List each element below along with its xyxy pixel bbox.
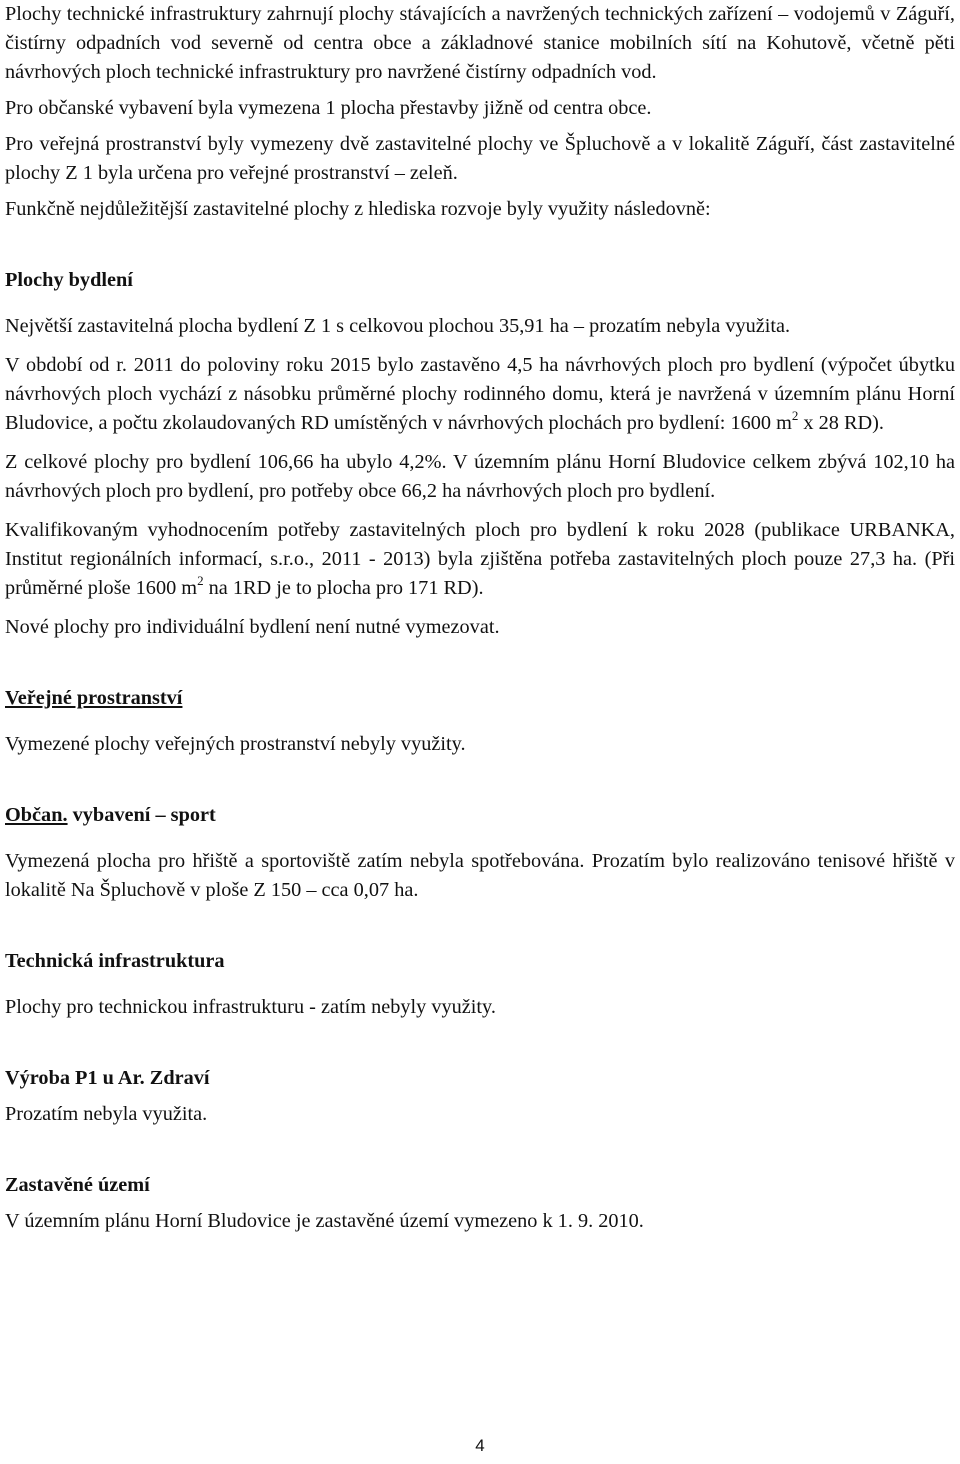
heading-zastavene-uzemi: Zastavěné území — [5, 1174, 150, 1196]
paragraph-text: x 28 RD). — [798, 412, 884, 434]
heading-text: Veřejné prostranství — [5, 687, 183, 709]
heading-technicka-infrastruktura: Technická infrastruktura — [5, 950, 225, 972]
heading-vyroba-p1: Výroba P1 u Ar. Zdraví — [5, 1067, 210, 1089]
paragraph-built-up-area-date: V územním plánu Horní Bludovice je zastavěné území vymezeno k 1. 9. 2010. — [5, 1210, 644, 1232]
paragraph-sport-areas: Vymezená plocha pro hřiště a sportoviště zatím nebyla spotřebována. Prozatím bylo realizováno tenisové hřiště v lokalitě Na Špluchově v ploše Z 150 – cca 0,07 ha. — [5, 850, 955, 901]
heading-obcan-vybaveni-sport — [5, 801, 955, 830]
paragraph-public-spaces-unused: Vymezené plochy veřejných prostranství nebyly využity. — [5, 733, 466, 755]
paragraph-text: na 1RD je to plocha pro 171 RD). — [203, 577, 484, 599]
heading-text: Občan. — [5, 804, 68, 826]
heading-plochy-bydleni: Plochy bydlení — [5, 269, 133, 291]
paragraph-technical-areas-unused: Plochy pro technickou infrastrukturu - zatím nebyly využity. — [5, 996, 496, 1018]
page-number: 4 — [475, 1436, 485, 1455]
superscript: 2 — [791, 408, 799, 423]
paragraph-usage-intro: Funkčně nejdůležitější zastavitelné plochy z hlediska rozvoje byly využity následovně: — [5, 198, 711, 220]
paragraph-housing-remaining: Z celkové plochy pro bydlení 106,66 ha ubylo 4,2%. V územním plánu Horní Bludovice celkem zbývá 102,10 ha návrhových ploch pro bydlení, pro potřeby obce 66,2 ha návrhových ploch pro bydlení. — [5, 451, 955, 502]
paragraph-housing-built-2011-2015 — [5, 351, 955, 438]
paragraph-no-new-housing: Nové plochy pro individuální bydlení není nutné vymezovat. — [5, 616, 500, 638]
paragraph-text: Kvalifikovaným vyhodnocením potřeby zastavitelných ploch pro bydlení k roku 2028 (publikace URBANKA, Institut regionálních informací, s.r.o., 2011 - 2013) byla zjištěna potřeba zastavitelných ploch pouze 27,3 ha. (Při průměrné ploše 1600 m — [5, 519, 955, 599]
document-page — [5, 0, 955, 1236]
paragraph-production-unused: Prozatím nebyla využita. — [5, 1103, 208, 1125]
paragraph-text: V období od r. 2011 do poloviny roku 2015 bylo zastavěno 4,5 ha návrhových ploch pro bydlení (výpočet úbytku návrhových ploch vychází z násobku průměrné plochy rodinného domu, která je navržená v územním plánu Horní Bludovice, a počtu zkolaudovaných RD umístěných v návrhových plochách pro bydlení: 1600 m — [5, 354, 955, 434]
paragraph-largest-housing-area: Největší zastavitelná plocha bydlení Z 1 s celkovou plochou 35,91 ha – prozatím nebyla využita. — [5, 315, 791, 337]
paragraph-technical-infrastructure-summary: Plochy technické infrastruktury zahrnují plochy stávajících a navržených technických zařízení – vodojemů v Záguří, čistírny odpadních vod severně od centra obce a základnové stanice mobilních sítí na Kohutově, včetně pěti návrhových ploch technické infrastruktury pro navržené čistírny odpadních vod. — [5, 3, 955, 83]
heading-text: vybavení – sport — [67, 804, 216, 826]
superscript: 2 — [197, 573, 204, 588]
paragraph-public-spaces-summary: Pro veřejná prostranství byly vymezeny dvě zastavitelné plochy ve Špluchově a v lokalitě Záguří, část zastavitelné plochy Z 1 byla určena pro veřejné prostranství – zeleň. — [5, 133, 955, 184]
paragraph-housing-need-evaluation — [5, 516, 955, 603]
paragraph-civic-amenities-summary: Pro občanské vybavení byla vymezena 1 plocha přestavby jižně od centra obce. — [5, 97, 652, 119]
heading-verejne-prostranstvi — [5, 684, 955, 713]
